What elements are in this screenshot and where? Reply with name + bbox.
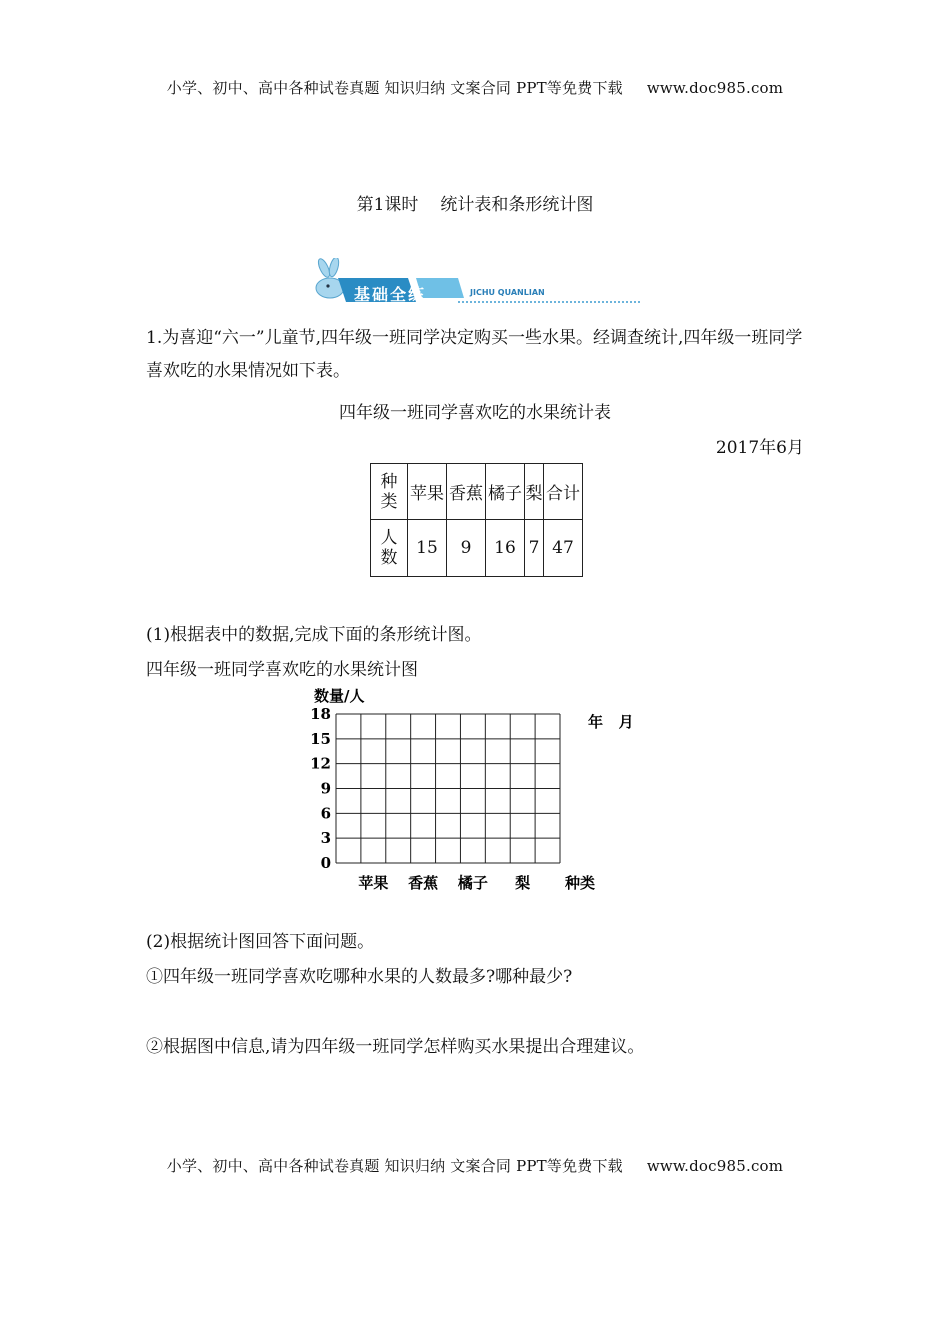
col-orange: 橘子 — [486, 464, 525, 520]
footer-text: 小学、初中、高中各种试卷真题 知识归纳 文案合同 PPT等免费下载 — [166, 1157, 623, 1175]
fruit-table — [370, 463, 583, 577]
y-tick-label: 9 — [320, 779, 331, 798]
category-label: 橘子 — [457, 874, 488, 892]
y-tick-label: 12 — [310, 754, 331, 773]
value-orange: 16 — [486, 520, 525, 577]
category-label: 香蕉 — [408, 874, 439, 892]
value-banana: 9 — [447, 520, 486, 577]
row-header-count — [371, 520, 408, 577]
chart-title: 四年级一班同学喜欢吃的水果统计图 — [146, 660, 418, 680]
question-2a: ①四年级一班同学喜欢吃哪种水果的人数最多?哪种最少? — [146, 967, 573, 987]
col-total: 合计 — [544, 464, 583, 520]
page-footer — [0, 1155, 950, 1176]
page-header — [0, 77, 950, 98]
banner-cn: 基础全练 — [354, 285, 427, 304]
y-tick-label: 18 — [310, 705, 331, 723]
y-axis-label: 数量/人 — [314, 687, 365, 705]
part-2-instruction: (2)根据统计图回答下面问题。 — [146, 932, 375, 952]
category-label: 苹果 — [358, 874, 389, 892]
category-label: 梨 — [515, 874, 531, 892]
section-banner — [308, 258, 643, 308]
question-2b: ②根据图中信息,请为四年级一班同学怎样购买水果提出合理建议。 — [146, 1037, 645, 1057]
value-pear: 7 — [525, 520, 544, 577]
row-header-kind-label: 种类 — [380, 471, 398, 512]
footer-url[interactable]: www.doc985.com — [646, 1157, 784, 1175]
question-1: 1.为喜迎“六一”儿童节,四年级一班同学决定购买一些水果。经调查统计,四年级一班同学喜欢吃的水果情况如下表。 — [146, 328, 803, 381]
col-pear: 梨 — [525, 464, 544, 520]
chart-date-label: 年 月 — [588, 713, 634, 731]
y-tick-label: 6 — [320, 804, 331, 823]
header-text: 小学、初中、高中各种试卷真题 知识归纳 文案合同 PPT等免费下载 — [166, 79, 623, 97]
y-tick-label: 15 — [310, 729, 331, 748]
table-date: 2017年6月 — [715, 438, 804, 458]
lesson-number: 第1课时 — [356, 195, 419, 215]
header-url[interactable]: www.doc985.com — [646, 79, 784, 97]
y-tick-label: 3 — [320, 829, 331, 848]
value-apple: 15 — [408, 520, 447, 577]
value-total: 47 — [544, 520, 583, 577]
row-header-count-label: 人数 — [380, 528, 398, 568]
table-row-count — [371, 520, 583, 577]
part-1-instruction: (1)根据表中的数据,完成下面的条形统计图。 — [146, 625, 482, 645]
table-row-kind — [371, 464, 583, 520]
banner-en: JICHU QUANLIAN — [470, 288, 545, 297]
x-axis-label: 种类 — [565, 874, 596, 892]
lesson-name: 统计表和条形统计图 — [440, 195, 594, 215]
table-title: 四年级一班同学喜欢吃的水果统计表 — [339, 403, 611, 423]
lesson-title — [0, 190, 950, 215]
bar-chart[interactable] — [300, 683, 660, 898]
col-apple: 苹果 — [408, 464, 447, 520]
row-header-kind — [371, 464, 408, 520]
y-tick-label: 0 — [320, 854, 331, 872]
col-banana: 香蕉 — [447, 464, 486, 520]
